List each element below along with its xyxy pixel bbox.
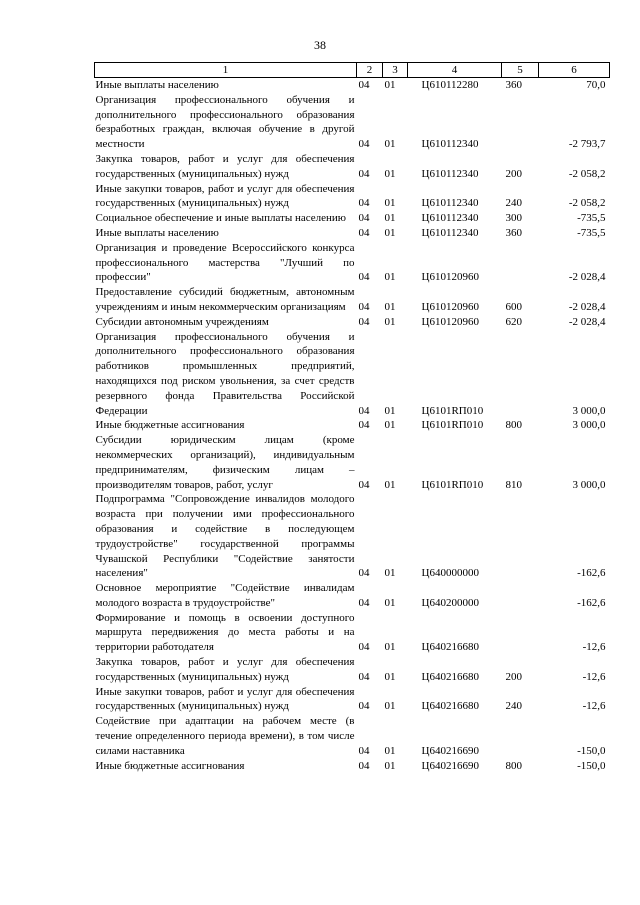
table-row [95, 93, 610, 152]
row-name-cell: Закупка товаров, работ и услуг для обеспечения государственных (муниципальных) нужд [95, 152, 355, 180]
row-section-cell: 04 [358, 641, 370, 654]
row-target-cell: Ц610112340 [421, 226, 479, 239]
table-row [95, 581, 610, 611]
row-section-cell: 04 [358, 478, 370, 491]
row-amount-cell: -2 058,2 [568, 167, 606, 180]
row-amount-cell: -2 028,4 [568, 315, 606, 328]
row-section-cell: 04 [358, 271, 370, 284]
row-section-cell: 04 [358, 419, 370, 432]
row-expense-type-cell [502, 93, 539, 152]
row-expense-type-cell: 360 [505, 226, 522, 239]
table-row [95, 655, 610, 685]
row-section-cell: 04 [358, 700, 370, 713]
row-name-cell: Организация профессионального обучения и дополнительного профессионального образования работников промышленных предприятий, находящихся под риском увольнения, за счет средств резервного фонда Правительства Российской Федерации [95, 330, 355, 417]
row-expense-type-cell: 200 [505, 167, 522, 180]
row-subsection-cell: 01 [384, 138, 396, 151]
row-section-cell: 04 [358, 226, 370, 239]
row-name-cell: Формирование и помощь в освоении доступного маршрута передвижения до места работы и на территории работодателя [95, 611, 355, 654]
row-target-cell: Ц610112340 [421, 167, 479, 180]
row-expense-type-cell [502, 492, 539, 581]
row-name-cell: Содействие при адаптации на рабочем месте (в течение определенного периода времени), в том числе силами наставника [95, 715, 355, 757]
row-section-cell: 04 [358, 167, 370, 180]
table-row [95, 759, 610, 774]
row-target-cell: Ц640216690 [421, 759, 479, 772]
header-row [95, 63, 610, 78]
row-name-cell: Субсидии автономным учреждениям [95, 315, 269, 328]
row-target-cell: Ц610120960 [421, 315, 479, 328]
row-expense-type-cell: 800 [505, 759, 522, 772]
row-subsection-cell: 01 [384, 759, 396, 772]
row-name-cell: Предоставление субсидий бюджетным, автономным учреждениям и иным некоммерческим организациям [95, 286, 355, 313]
row-expense-type-cell: 360 [505, 79, 522, 91]
row-name-cell: Иные закупки товаров, работ и услуг для обеспечения государственных (муниципальных) нужд [95, 685, 355, 713]
row-amount-cell: 3 000,0 [572, 478, 606, 491]
row-amount-cell: -12,6 [582, 641, 606, 654]
row-expense-type-cell [502, 241, 539, 285]
row-subsection-cell: 01 [384, 167, 396, 180]
row-expense-type-cell [502, 714, 539, 758]
row-target-cell: Ц610112340 [421, 212, 479, 225]
table-row [95, 492, 610, 581]
row-subsection-cell: 01 [384, 226, 396, 239]
row-section-cell: 04 [358, 744, 370, 757]
row-target-cell: Ц610120960 [421, 271, 479, 284]
row-amount-cell: 3 000,0 [572, 419, 606, 432]
row-name-cell: Подпрограмма "Сопровождение инвалидов молодого возраста при получении ими профессионального образования и содействие в последующем трудоустройстве" государственной программы Чувашской Республики "Содействие занятости населения" [95, 493, 355, 580]
row-name-cell: Основное мероприятие "Содействие инвалидам молодого возраста в трудоустройстве" [95, 582, 355, 609]
row-expense-type-cell: 800 [505, 419, 522, 432]
row-subsection-cell: 01 [384, 596, 396, 609]
header-cell-target: 4 [408, 63, 502, 78]
table-row [95, 285, 610, 315]
row-subsection-cell: 01 [384, 197, 396, 210]
row-amount-cell: -735,5 [577, 212, 606, 225]
row-name-cell: Субсидии юридическим лицам (кроме некоммерческих организаций), индивидуальным предпринимателям, физическим лицам – производителям товаров, работ, услуг [95, 434, 355, 491]
row-target-cell: Ц6101RП010 [421, 419, 484, 432]
row-amount-cell: -2 058,2 [568, 197, 606, 210]
row-subsection-cell: 01 [384, 404, 396, 417]
header-cell-name: 1 [95, 63, 357, 78]
row-expense-type-cell: 300 [505, 212, 522, 225]
row-expense-type-cell [502, 611, 539, 655]
row-name-cell: Социальное обеспечение и иные выплаты населению [95, 212, 347, 225]
row-amount-cell: -150,0 [577, 759, 606, 772]
row-section-cell: 04 [358, 404, 370, 417]
table-row [95, 211, 610, 226]
row-amount-cell: -2 028,4 [568, 271, 606, 284]
row-expense-type-cell [502, 581, 539, 611]
row-target-cell: Ц6101RП010 [421, 478, 484, 491]
row-name-cell: Организация профессионального обучения и дополнительного профессионального образования безработных граждан, включая обучение в другой местности [95, 93, 355, 151]
row-section-cell: 04 [358, 212, 370, 225]
row-target-cell: Ц610112340 [421, 138, 479, 151]
row-expense-type-cell [502, 330, 539, 419]
header-cell-subsection: 3 [383, 63, 408, 78]
row-name-cell: Иные выплаты населению [95, 226, 219, 239]
row-amount-cell: 70,0 [586, 79, 606, 91]
row-target-cell: Ц640216680 [421, 700, 479, 713]
budget-table [94, 62, 610, 773]
row-subsection-cell: 01 [384, 478, 396, 491]
table-row [95, 315, 610, 330]
row-subsection-cell: 01 [384, 212, 396, 225]
table-body [95, 78, 610, 774]
table-row [95, 611, 610, 655]
row-expense-type-cell: 620 [505, 315, 522, 328]
row-target-cell: Ц640200000 [421, 596, 479, 609]
row-amount-cell: -2 028,4 [568, 300, 606, 313]
table-row [95, 418, 610, 433]
row-name-cell: Закупка товаров, работ и услуг для обеспечения государственных (муниципальных) нужд [95, 656, 355, 683]
table-row [95, 182, 610, 212]
table-row [95, 330, 610, 419]
row-expense-type-cell: 240 [505, 700, 522, 713]
row-target-cell: Ц6101RП010 [421, 404, 484, 417]
row-subsection-cell: 01 [384, 700, 396, 713]
header-cell-expense-type: 5 [502, 63, 539, 78]
row-section-cell: 04 [358, 138, 370, 151]
row-amount-cell: 3 000,0 [572, 404, 606, 417]
row-section-cell: 04 [358, 300, 370, 313]
row-section-cell: 04 [358, 567, 370, 580]
row-amount-cell: -162,6 [577, 596, 606, 609]
table-row [95, 78, 610, 93]
row-section-cell: 04 [358, 315, 370, 328]
row-section-cell: 04 [358, 197, 370, 210]
row-amount-cell: -150,0 [577, 744, 606, 757]
row-subsection-cell: 01 [384, 315, 396, 328]
row-subsection-cell: 01 [384, 567, 396, 580]
row-expense-type-cell: 240 [505, 197, 522, 210]
table-row [95, 714, 610, 758]
table-row [95, 685, 610, 715]
table-row [95, 433, 610, 492]
row-target-cell: Ц610112340 [421, 197, 479, 210]
row-amount-cell: -12,6 [582, 700, 606, 713]
row-name-cell: Организация и проведение Всероссийского конкурса профессионального мастерства "Лучший по профессии" [95, 241, 355, 284]
row-target-cell: Ц610112280 [421, 79, 479, 91]
row-expense-type-cell: 600 [505, 300, 522, 313]
row-target-cell: Ц640000000 [421, 567, 479, 580]
row-amount-cell: -162,6 [577, 567, 606, 580]
row-subsection-cell: 01 [384, 670, 396, 683]
row-name-cell: Иные выплаты населению [95, 79, 219, 91]
table-row [95, 241, 610, 285]
row-expense-type-cell: 810 [505, 478, 522, 491]
row-subsection-cell: 01 [384, 300, 396, 313]
row-target-cell: Ц640216680 [421, 641, 479, 654]
page-number: 38 [314, 38, 326, 52]
row-subsection-cell: 01 [384, 419, 396, 432]
row-section-cell: 04 [358, 596, 370, 609]
row-name-cell: Иные бюджетные ассигнования [95, 419, 245, 432]
table-header [95, 63, 610, 78]
table-row [95, 226, 610, 241]
row-subsection-cell: 01 [384, 271, 396, 284]
row-name-cell: Иные бюджетные ассигнования [95, 759, 245, 772]
row-section-cell: 04 [358, 79, 370, 91]
row-amount-cell: -2 793,7 [568, 138, 606, 151]
row-amount-cell: -735,5 [577, 226, 606, 239]
row-subsection-cell: 01 [384, 744, 396, 757]
table-row [95, 152, 610, 182]
row-expense-type-cell: 200 [505, 670, 522, 683]
row-target-cell: Ц610120960 [421, 300, 479, 313]
header-cell-section: 2 [357, 63, 383, 78]
row-section-cell: 04 [358, 670, 370, 683]
row-name-cell: Иные закупки товаров, работ и услуг для обеспечения государственных (муниципальных) нужд [95, 182, 355, 210]
row-target-cell: Ц640216690 [421, 744, 479, 757]
row-amount-cell: -12,6 [582, 670, 606, 683]
row-section-cell: 04 [358, 759, 370, 772]
row-target-cell: Ц640216680 [421, 670, 479, 683]
row-subsection-cell: 01 [384, 641, 396, 654]
row-subsection-cell: 01 [384, 79, 396, 91]
header-cell-amount: 6 [539, 63, 610, 78]
